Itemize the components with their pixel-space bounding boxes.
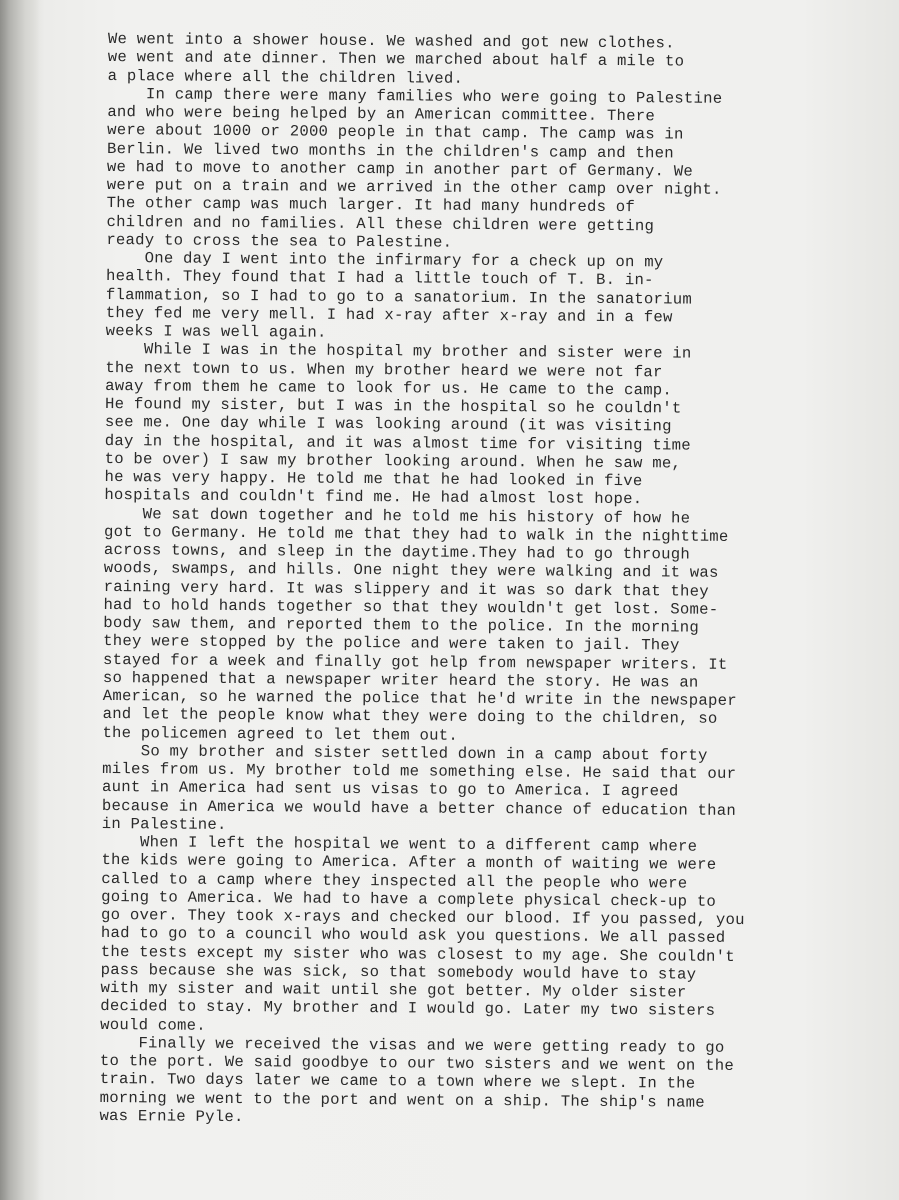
text-line: we went and ate dinner. Then we marched about half a mile to <box>107 48 685 71</box>
text-line: had to hold hands together so that they wouldn't get lost. Some- <box>103 595 719 619</box>
text-line: the kids were going to America. After a month of waiting we were <box>101 851 717 875</box>
text-line: We sat down together and he told me his history of how he <box>104 504 691 528</box>
text-line: American, so he warned the police that he'd write in the newspaper <box>102 686 737 710</box>
text-line: they were stopped by the police and were taken to jail. They <box>103 632 680 655</box>
text-line: they fed me very mell. I had x-ray after x-ray and in a few <box>105 303 673 327</box>
text-line: Finally we received the visas and we were getting ready to go <box>99 1033 725 1057</box>
text-line: to be over) I saw my brother looking around. When he saw me, <box>104 449 682 473</box>
text-line: When I left the hospital we went to a different camp where <box>101 832 698 856</box>
typed-text-block <box>99 30 848 1131</box>
binding-shadow <box>0 0 40 1200</box>
text-line: would come. <box>100 1015 206 1035</box>
text-line: Berlin. We lived two months in the children's camp and then <box>106 139 674 162</box>
text-line: aunt in America had sent us visas to go to America. I agreed <box>101 778 679 801</box>
text-line: the policemen agreed to let them out. <box>102 723 459 745</box>
text-line: the next town to us. When my brother heard we were not far <box>105 358 663 381</box>
text-line: a place where all the children lived. <box>107 66 464 88</box>
text-line: with my sister and wait until she got better. My older sister <box>100 978 687 1002</box>
text-line: see me. One day while I was looking around (it was visiting <box>104 413 672 436</box>
text-line: were about 1000 or 2000 people in that camp. The camp was in <box>107 121 684 144</box>
text-line: While I was in the hospital my brother and sister were in <box>105 340 692 363</box>
text-line: day in the hospital, and it was almost time for visiting time <box>104 431 691 455</box>
text-line: were put on a train and we arrived in the other camp over night. <box>106 175 722 199</box>
text-line: and who were being helped by an American committee. There <box>107 102 656 126</box>
text-line: We went into a shower house. We washed and got new clothes. <box>107 30 675 53</box>
text-line: ready to cross the sea to Palestine. <box>106 230 453 252</box>
text-line: children and no families. All these children were getting <box>106 212 655 235</box>
text-line: He found my sister, but I was in the hospital so he couldn't <box>104 394 682 418</box>
text-line: The other camp was much larger. It had many hundreds of <box>106 194 636 217</box>
text-line: One day I went into the infirmary for a check up on my <box>106 248 664 272</box>
text-line: so happened that a newspaper writer heard the story. He was an <box>102 668 699 692</box>
text-line: was Ernie Pyle. <box>99 1106 244 1126</box>
text-line: had to go to a council who would ask you questions. We all passed <box>100 924 726 948</box>
text-line: we had to move to another camp in another part of Germany. We <box>106 157 694 181</box>
text-line: got to Germany. He told me that they had to walk in the nighttime <box>103 522 729 546</box>
text-line: weeks I was well again. <box>105 321 327 342</box>
text-line: health. They found that I had a little touch of T. B. in- <box>105 267 654 290</box>
text-line: going to America. We had to have a complete physical check-up to <box>101 887 717 911</box>
text-line: hospitals and couldn't find me. He had almost lost hope. <box>104 486 643 509</box>
text-line: flammation, so I had to go to a sanatorium. In the sanatorium <box>105 285 693 309</box>
text-line: body saw them, and reported them to the police. In the morning <box>103 613 700 637</box>
text-line: in Palestine. <box>101 814 227 834</box>
text-line: So my brother and sister settled down in a camp about forty <box>102 741 708 765</box>
text-line: train. Two days later we came to a town where we slept. In the <box>99 1070 696 1093</box>
text-line: to the port. We said goodbye to our two sisters and we went on the <box>99 1051 735 1075</box>
text-line: called to a camp where they inspected all the people who were <box>101 869 688 893</box>
text-line: and let the people know what they were doing to the children, so <box>102 705 718 729</box>
text-line: away from them he came to look for us. He came to the camp. <box>105 376 673 400</box>
text-line: woods, swamps, and hills. One night they were walking and it was <box>103 559 719 583</box>
text-line: decided to stay. My brother and I would go. Later my two sisters <box>100 997 716 1021</box>
text-line: miles from us. My brother told me something else. He said that our <box>102 759 737 783</box>
text-line: stayed for a week and finally got help from newspaper writers. It <box>102 650 728 674</box>
text-line: the tests except my sister who was closest to my age. She couldn't <box>100 942 735 966</box>
text-line: because in America we would have a better chance of education than <box>101 796 737 820</box>
text-line: morning we went to the port and went on a ship. The ship's name <box>99 1088 705 1112</box>
text-line: go over. They took x-rays and checked our blood. If you passed, you <box>100 905 745 930</box>
text-line: pass because she was sick, so that somebody would have to stay <box>100 960 697 984</box>
text-line: In camp there were many families who were going to Palestine <box>107 84 723 108</box>
text-line: across towns, and sleep in the daytime.They had to go through <box>103 540 691 564</box>
text-line: raining very hard. It was slippery and it was so dark that they <box>103 577 709 601</box>
text-line: he was very happy. He told me that he had looked in five <box>104 467 643 491</box>
